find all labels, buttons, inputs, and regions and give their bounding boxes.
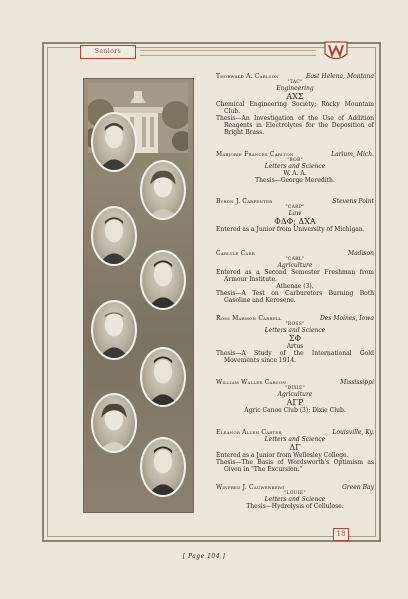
student-thesis: Thesis—Hydrolysis of Cellulose. — [246, 503, 344, 510]
student-name: Thorwald A. Carlson — [216, 73, 279, 80]
student-hometown: Madison — [347, 250, 374, 257]
student-name: Eleanor Allen Carter — [216, 429, 282, 436]
student-course: Letters and Science — [264, 436, 326, 443]
section-label: Seniors — [80, 45, 136, 59]
student-hometown: Stevens Point — [332, 198, 374, 205]
student-nickname: "BOB" — [286, 158, 304, 163]
student-activity: Chemical Engineering Society; Rocky Mountain Club. — [216, 101, 374, 115]
portrait-photo — [91, 206, 137, 266]
badger-logo-icon — [323, 39, 349, 63]
student-entry — [216, 429, 374, 473]
portrait-photo — [91, 393, 137, 453]
page-footer: [ Page 104 ] — [182, 553, 226, 560]
student-affiliation: ΑΓΡ — [286, 398, 304, 407]
portrait-photo — [140, 160, 186, 220]
student-course: Agriculture — [277, 391, 313, 398]
portrait-photo — [91, 300, 137, 360]
portrait-photo — [140, 347, 186, 407]
student-name: Winfred J. Cauwenberg — [216, 484, 285, 491]
student-club: Artus — [286, 343, 304, 350]
student-affiliation: W. A. A. — [283, 170, 307, 177]
student-name: Marjorie Frances Carlton — [216, 151, 294, 158]
student-affiliation: ΦΔΦ; ΔΧΑ — [274, 217, 316, 226]
student-entry — [216, 379, 374, 414]
header-rule — [140, 50, 316, 56]
student-course: Letters and Science — [264, 496, 326, 503]
student-name: Byron J. Carpenter — [216, 198, 273, 205]
student-hometown: Louisville, Ky. — [332, 429, 374, 436]
student-entry — [216, 151, 374, 184]
student-activity: Entered as a Junior from Wellesley College. — [216, 452, 349, 459]
student-name: William Waller Carson — [216, 379, 286, 386]
student-thesis: Thesis—An Investigation of the Use of Addition Reagents in Electrolytes for the Deposition of Bright Brass. — [216, 115, 374, 136]
student-course: Law — [288, 210, 302, 217]
student-nickname: "CARL" — [285, 257, 305, 262]
portrait-photo — [140, 250, 186, 310]
student-course: Letters and Science — [264, 163, 326, 170]
student-hometown: Mississippi — [340, 379, 374, 386]
student-affiliation: ΣΦ — [288, 334, 302, 343]
student-affiliation: ΑΧΣ — [286, 92, 304, 101]
student-club: Athenae (3). — [276, 283, 314, 290]
student-nickname: "ROSS" — [285, 322, 305, 327]
student-entry — [216, 250, 374, 304]
student-hometown: East Helena, Montana — [306, 73, 374, 80]
student-thesis: Thesis—The Basis of Wordsworth's Optimism as Given in "The Excursion." — [216, 459, 374, 473]
student-course: Engineering — [276, 85, 314, 92]
student-nickname: "DIXIE" — [285, 386, 305, 391]
student-nickname: "LOUIE" — [284, 491, 306, 496]
portrait-photo — [140, 437, 186, 497]
student-entry — [216, 73, 374, 136]
student-course: Letters and Science — [264, 327, 326, 334]
student-entry — [216, 198, 374, 233]
page-number-badge: 18 — [333, 528, 349, 541]
student-hometown: Green Bay — [342, 484, 374, 491]
student-activity: Agric Canoe Club (3); Dixie Club. — [244, 407, 346, 414]
student-name: Carlyle Carr — [216, 250, 255, 257]
student-entry — [216, 315, 374, 364]
student-hometown: Des Moines, Iowa — [319, 315, 374, 322]
student-activity: Entered as a Second Semester Freshman from Armour Institute. — [216, 269, 374, 283]
student-hometown: Larium, Mich. — [331, 151, 374, 158]
student-thesis: Thesis—A Test on Carburetors Burning Both Gasoline and Kerosene. — [216, 290, 374, 304]
student-thesis: Thesis—George Meredith. — [255, 177, 335, 184]
student-affiliation: ΔΓ — [289, 443, 301, 452]
student-nickname: "TAC" — [287, 80, 303, 85]
portrait-photo — [91, 112, 137, 172]
student-nickname: "CARP" — [285, 205, 305, 210]
student-thesis: Thesis—A Study of the International Gold Movements since 1914. — [216, 350, 374, 364]
student-course: Agriculture — [277, 262, 313, 269]
student-entry — [216, 484, 374, 510]
student-activity: Entered as a Junior from University of Michigan. — [216, 226, 365, 233]
student-name: Ross Marmon Carrell — [216, 315, 282, 322]
